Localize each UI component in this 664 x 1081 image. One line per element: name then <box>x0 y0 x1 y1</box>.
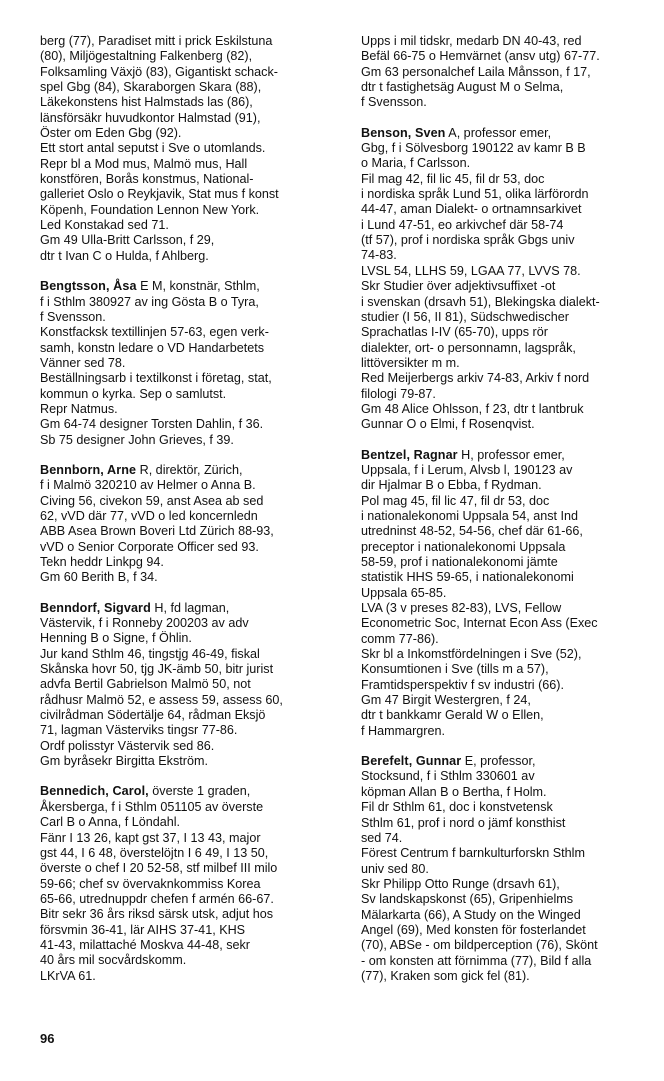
entry-text-line: preceptor i nationalekonomi Uppsala <box>361 539 566 554</box>
entry-text-line: LKrVA 61. <box>40 968 96 983</box>
entry-text-line: Befäl 66-75 o Hemvärnet (ansv utg) 67-77. <box>361 49 600 64</box>
entry-text-line: studier (I 56, II 81), Südschwedischer <box>361 309 569 324</box>
entry-text-line: Ett stort antal seputst i Sve o utomlands. <box>40 141 266 156</box>
entry-name: Benson, Sven <box>361 125 446 140</box>
entry-title-text: E, professor, <box>461 754 536 769</box>
entry-text-line: o Maria, f Carlsson. <box>361 156 471 171</box>
entry-text-line: Gm 60 Berith B, f 34. <box>40 570 158 585</box>
entry-text-line: Gm 47 Birgit Westergren, f 24, <box>361 693 531 708</box>
entry-text-line: f Svensson. <box>40 309 106 324</box>
entry-text-line: dtr t Ivan C o Hulda, f Ahlberg. <box>40 248 209 263</box>
entry-text-line: Fil mag 42, fil lic 45, fil dr 53, doc <box>361 171 545 186</box>
entry-text-line: Vänner sed 78. <box>40 355 126 370</box>
entry-heading <box>40 279 340 294</box>
entry-text-line: Uppsala 65-85. <box>361 585 447 600</box>
biography-entry <box>361 126 659 433</box>
entry-title-text: H, professor emer, <box>457 447 565 462</box>
entry-text-line: Sthlm 61, prof i nord o jämf konsthist <box>361 815 566 830</box>
entry-text-line: (80), Miljögestaltning Falkenberg (82), <box>40 49 253 64</box>
entry-text-line: Öster om Eden Gbg (92). <box>40 126 182 141</box>
entry-text-line: comm 77-86). <box>361 631 439 646</box>
entry-text-line: civilrådman Södertälje 64, rådman Eksjö <box>40 708 266 723</box>
entry-text-line: Köpenh, Foundation Lennon New York. <box>40 202 260 217</box>
entry-text-line: Gm 64-74 designer Torsten Dahlin, f 36. <box>40 417 264 432</box>
entry-heading <box>361 754 659 769</box>
entry-text-line: f i Malmö 320210 av Helmer o Anna B. <box>40 478 256 493</box>
entry-text-line: rådhusr Malmö 52, e assess 59, assess 60, <box>40 692 283 707</box>
entry-text-line: galleriet Oslo o Reykjavik, Stat mus f konst <box>40 187 279 202</box>
biography-entry <box>361 34 659 111</box>
entry-text-line: Bitr sekr 36 års riksd särsk utsk, adjut hos <box>40 907 274 922</box>
biography-entry <box>361 448 659 740</box>
entry-text-line: (tf 57), prof i nordiska språk Gbgs univ <box>361 233 575 248</box>
entry-text-line: Åkersberga, f i Sthlm 051105 av överste <box>40 799 264 814</box>
entry-text-line: i Lund 47-51, eo arkivchef där 58-74 <box>361 217 564 232</box>
entry-text-line: Skr Philipp Otto Runge (drsavh 61), <box>361 876 560 891</box>
entry-text-line: Led Konstakad sed 71. <box>40 218 169 233</box>
entry-text-line: dtr t fastighetsäg August M o Selma, <box>361 80 564 95</box>
entry-text-line: Tekn heddr Linkpg 94. <box>40 555 164 569</box>
entry-title-text: överste 1 graden, <box>148 784 251 799</box>
right-column <box>361 34 659 999</box>
entry-text-line: kommun o kyrka. Sep o samlutst. <box>40 386 227 401</box>
entry-text-line: i nordiska språk Lund 51, olika lärförordn <box>361 187 589 202</box>
entry-text-line: f Hammargren. <box>361 723 445 738</box>
entry-text-line: Skånska hovr 50, tjg JK-ämb 50, bitr jurist <box>40 662 274 677</box>
entry-text-line: Uppsala, f i Lerum, Alvsb l, 190123 av <box>361 462 573 477</box>
entry-name: Benndorf, Sigvard <box>40 600 151 615</box>
entry-text-line: 41-43, milattaché Moskva 44-48, sekr <box>40 937 250 952</box>
entry-text-line: Angel (69), Med konsten för fosterlandet <box>361 922 586 937</box>
entry-text-line: Framtidsperspektiv f sv industri (66). <box>361 677 564 692</box>
entry-title-text: E M, konstnär, Sthlm, <box>136 279 260 294</box>
entry-text-line: spel Gbg (84), Skaraborgen Skara (88), <box>40 80 262 95</box>
entry-text-line: statistik HHS 59-65, i nationalekonomi <box>361 570 574 585</box>
entry-text-line: berg (77), Paradiset mitt i prick Eskilstuna <box>40 34 273 48</box>
entry-text-line: i svenskan (drsavh 51), Blekingska dialekt- <box>361 294 600 309</box>
entry-name: Bennborn, Arne <box>40 462 137 477</box>
entry-title-text: A, professor emer, <box>445 125 552 140</box>
entry-text-line: Gunnar O o Elmi, f Rosenqvist. <box>361 417 535 432</box>
entry-text-line: - om konsten att förnimma (77), Bild f alla <box>361 953 592 968</box>
entry-text-line: gst 44, I 6 48, överstelöjtn I 6 49, I 13 50, <box>40 845 269 860</box>
left-column <box>40 34 340 999</box>
entry-text-line: LVA (3 v preses 82-83), LVS, Fellow <box>361 601 562 616</box>
biography-entry <box>40 34 340 264</box>
entry-text-line: Gm 48 Alice Ohlsson, f 23, dtr t lantbruk <box>361 401 584 416</box>
entry-name: Bennedich, Carol, <box>40 784 149 799</box>
entry-heading <box>361 448 659 463</box>
entry-text-line: 74-83. <box>361 248 397 263</box>
entry-text-line: vVD o Senior Corporate Officer sed 93. <box>40 539 259 554</box>
entry-text-line: (70), ABSe - om bildperception (76), Skönt <box>361 938 598 953</box>
entry-text-line: 71, lagman Västerviks tingsr 77-86. <box>40 723 238 738</box>
entry-text-line: LVSL 54, LLHS 59, LGAA 77, LVVS 78. <box>361 263 581 278</box>
entry-text-line: Carl B o Anna, f Löndahl. <box>40 815 181 830</box>
entry-text-line: i nationalekonomi Uppsala 54, anst Ind <box>361 508 579 523</box>
entry-text-line: Gm 49 Ulla-Britt Carlsson, f 29, <box>40 233 215 248</box>
entry-text-line: advfa Bertil Gabrielson Malmö 50, not <box>40 677 251 692</box>
entry-text-line: Econometric Soc, Internat Econ Ass (Exec <box>361 616 598 631</box>
entry-text-line: Mälarkarta (66), A Study on the Winged <box>361 907 581 922</box>
entry-text-line: överste o chef I 20 52-58, stf milbef III milo <box>40 861 278 876</box>
entry-text-line: littöversikter m m. <box>361 355 460 370</box>
biography-entry <box>40 463 340 586</box>
entry-text-line: sed 74. <box>361 830 403 845</box>
entry-text-line: samh, konstn ledare o VD Handarbetets <box>40 340 265 355</box>
entry-text-line: Konsumtionen i Sve (tills m a 57), <box>361 662 549 677</box>
entry-text-line: dir Hjalmar B o Ebba, f Rydman. <box>361 478 542 493</box>
entry-text-line: Beställningsarb i textilkonst i företag, stat, <box>40 371 272 386</box>
entry-heading <box>40 784 340 799</box>
entry-text-line: 40 års mil socvårdskomm. <box>40 953 187 968</box>
entry-text-line: Ordf polisstyr Västervik sed 86. <box>40 738 215 753</box>
entry-text-line: dialekter, ort- o personnamn, lagspråk, <box>361 340 576 355</box>
entry-text-line: Gm 63 personalchef Laila Månsson, f 17, <box>361 64 591 79</box>
entry-text-line: Sv landskapskonst (65), Gripenhielms <box>361 892 574 907</box>
entry-text-line: (77), Kraken som gick fel (81). <box>361 968 530 983</box>
entry-text-line: 58-59, prof i nationalekonomi jämte <box>361 555 558 569</box>
entry-text-line: ABB Asea Brown Boveri Ltd Zürich 88-93, <box>40 524 274 539</box>
entry-text-line: 62, vVD där 77, vVD o led koncernledn <box>40 508 258 523</box>
biography-entry <box>40 279 340 448</box>
entry-text-line: Gbg, f i Sölvesborg 190122 av kamr B B <box>361 141 586 156</box>
entry-text-line: dtr t bankkamr Gerald W o Ellen, <box>361 708 544 723</box>
entry-text-line: Repr Natmus. <box>40 401 118 416</box>
entry-name: Bengtsson, Åsa <box>40 279 137 294</box>
entry-text-line: Jur kand Sthlm 46, tingstjg 46-49, fiskal <box>40 646 260 661</box>
entry-text-line: univ sed 80. <box>361 861 429 876</box>
entry-name: Berefelt, Gunnar <box>361 754 462 769</box>
entry-text-line: filologi 79-87. <box>361 386 436 401</box>
entry-heading <box>40 463 340 478</box>
entry-text-line: Skr bl a Inkomstfördelningen i Sve (52), <box>361 647 582 662</box>
entry-text-line: Sb 75 designer John Grieves, f 39. <box>40 432 234 447</box>
entry-text-line: Skr Studier över adjektivsuffixet -ot <box>361 279 556 294</box>
entry-text-line: utredninst 48-52, 54-56, chef där 61-66, <box>361 524 583 539</box>
entry-name: Bentzel, Ragnar <box>361 447 458 462</box>
entry-text-line: Förest Centrum f barnkulturforskn Sthlm <box>361 846 585 861</box>
entry-text-line: Repr bl a Mod mus, Malmö mus, Hall <box>40 156 248 171</box>
entry-text-line: Västervik, f i Ronneby 200203 av adv <box>40 616 249 631</box>
entry-title-text: R, direktör, Zürich, <box>136 462 243 477</box>
entry-text-line: Läkekonstens hist Halmstads las (86), <box>40 95 253 110</box>
entry-text-line: f Svensson. <box>361 95 427 110</box>
entry-text-line: konstfören, Borås konstmus, National- <box>40 172 254 187</box>
entry-text-line: köpman Allan B o Bertha, f Holm. <box>361 784 547 799</box>
entry-text-line: 44-47, aman Dialekt- o ortnamnsarkivet <box>361 202 582 217</box>
entry-heading <box>40 601 340 616</box>
entry-text-line: Fänr I 13 26, kapt gst 37, I 13 43, major <box>40 830 261 845</box>
entry-text-line: Red Meijerbergs arkiv 74-83, Arkiv f nord <box>361 371 590 386</box>
entry-text-line: Pol mag 45, fil lic 47, fil dr 53, doc <box>361 493 550 508</box>
entry-text-line: Upps i mil tidskr, medarb DN 40-43, red <box>361 34 582 48</box>
entry-text-line: Sprachatlas I-IV (65-70), upps rör <box>361 325 548 340</box>
entry-text-line: 65-66, utrednuppdr chefen f armén 66-67. <box>40 891 274 906</box>
entry-text-line: Folksamling Växjö (83), Gigantiskt schack- <box>40 64 278 79</box>
entry-text-line: Fil dr Sthlm 61, doc i konstvetensk <box>361 800 553 815</box>
entry-text-line: Henning B o Signe, f Öhlin. <box>40 631 192 646</box>
entry-text-line: Civing 56, civekon 59, anst Asea ab sed <box>40 493 264 508</box>
page-number: 96 <box>40 1031 55 1046</box>
biography-entry <box>40 601 340 770</box>
entry-text-line: försvmin 36-41, lär AIHS 37-41, KHS <box>40 922 246 937</box>
biography-entry <box>361 754 659 984</box>
entry-text-line: länsförsäkr huvudkontor Halmstad (91), <box>40 110 261 125</box>
entry-text-line: Stocksund, f i Sthlm 330601 av <box>361 769 535 784</box>
entry-text-line: 59-66; chef sv övervaknkommiss Korea <box>40 876 261 891</box>
biography-entry <box>40 784 340 983</box>
entry-heading <box>361 126 659 141</box>
entry-text-line: Gm byråsekr Birgitta Ekström. <box>40 754 208 769</box>
entry-text-line: Konstfacksk textillinjen 57-63, egen verk- <box>40 325 269 340</box>
entry-text-line: f i Sthlm 380927 av ing Gösta B o Tyra, <box>40 294 259 309</box>
entry-title-text: H, fd lagman, <box>150 600 230 615</box>
